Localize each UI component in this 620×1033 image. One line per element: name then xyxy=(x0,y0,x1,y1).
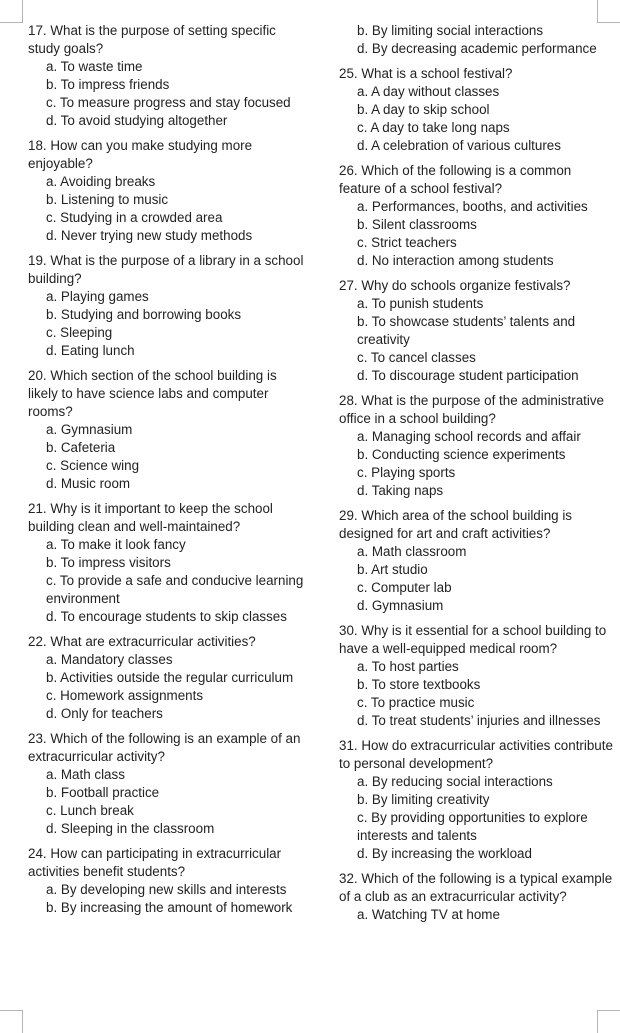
question-block xyxy=(28,252,310,360)
answer-option: d. Gymnasium xyxy=(357,598,444,613)
question-text: How can you make studying more enjoyable? xyxy=(28,138,253,171)
question-stem xyxy=(28,137,310,173)
question-number: 30. xyxy=(339,623,358,638)
question-number: 25. xyxy=(339,66,358,81)
answer-option: d. To treat students’ injuries and illnesses xyxy=(357,713,601,728)
question-block xyxy=(339,392,614,500)
question-number: 28. xyxy=(339,393,358,408)
answer-option: d. By decreasing academic performance xyxy=(357,41,597,56)
question-stem xyxy=(28,252,310,288)
answer-option: d. Sleeping in the classroom xyxy=(46,821,215,836)
question-number: 32. xyxy=(339,871,358,886)
question-number: 22. xyxy=(28,634,47,649)
answer-option: c. Strict teachers xyxy=(357,235,457,250)
answer-option: a. By developing new skills and interests xyxy=(46,882,287,897)
question-stem xyxy=(28,22,310,58)
question-text: Why do schools organize festivals? xyxy=(361,278,571,293)
answer-option: c. By providing opportunities to explore interests and talents xyxy=(357,810,588,843)
answer-option: b. Conducting science experiments xyxy=(357,447,566,462)
question-stem xyxy=(339,162,614,198)
question-stem xyxy=(339,65,614,83)
answer-option: a. To host parties xyxy=(357,659,459,674)
answer-option: b. Art studio xyxy=(357,562,428,577)
answer-option: b. To impress visitors xyxy=(46,555,171,570)
question-text: How do extracurricular activities contribute to personal development? xyxy=(339,738,613,771)
crop-mark-top-left xyxy=(0,0,23,23)
answer-option: b. A day to skip school xyxy=(357,102,490,117)
answer-option: c. Playing sports xyxy=(357,465,456,480)
answer-option: c. Homework assignments xyxy=(46,688,204,703)
answer-option: c. Sleeping xyxy=(46,325,113,340)
answer-option: a. Math class xyxy=(46,767,125,782)
answer-option: c. Studying in a crowded area xyxy=(46,210,223,225)
right-column xyxy=(339,22,614,924)
answer-option: d. Music room xyxy=(46,476,131,491)
question-number: 27. xyxy=(339,278,358,293)
question-number: 29. xyxy=(339,508,358,523)
question-block xyxy=(339,507,614,615)
answer-option: a. To make it look fancy xyxy=(46,537,186,552)
answer-option: a. Gymnasium xyxy=(46,422,133,437)
question-stem xyxy=(339,392,614,428)
question-number: 18. xyxy=(28,138,47,153)
question-stem xyxy=(28,730,310,766)
question-stem xyxy=(28,845,310,881)
question-block xyxy=(339,277,614,385)
answer-option: a. Mandatory classes xyxy=(46,652,173,667)
question-number: 26. xyxy=(339,163,358,178)
answer-option: a. To waste time xyxy=(46,59,143,74)
answer-option: b. By increasing the amount of homework xyxy=(46,900,293,915)
question-block xyxy=(28,500,310,626)
answer-option: d. Taking naps xyxy=(357,483,444,498)
question-block xyxy=(339,870,614,924)
question-number: 21. xyxy=(28,501,47,516)
question-text: Which area of the school building is designed for art and craft activities? xyxy=(339,508,573,541)
answer-option: c. Science wing xyxy=(46,458,140,473)
answer-option: b. To showcase students’ talents and creativity xyxy=(357,314,576,347)
question-block xyxy=(28,137,310,245)
answer-option: c. A day to take long naps xyxy=(357,120,510,135)
crop-mark-bottom-right xyxy=(597,1010,620,1033)
question-block xyxy=(339,162,614,270)
crop-mark-bottom-left xyxy=(0,1010,23,1033)
answer-option: d. To discourage student participation xyxy=(357,368,579,383)
left-column xyxy=(28,22,310,917)
answer-option: a. Managing school records and affair xyxy=(357,429,581,444)
answer-option: d. No interaction among students xyxy=(357,253,554,268)
question-text: Why is it essential for a school building to have a well-equipped medical room? xyxy=(339,623,607,656)
question-block xyxy=(339,22,614,58)
question-stem xyxy=(339,507,614,543)
question-text: Which of the following is an example of an extracurricular activity? xyxy=(28,731,301,764)
question-text: Which of the following is a typical example of a club as an extracurricular activity? xyxy=(339,871,613,904)
answer-option: c. To provide a safe and conducive learning environment xyxy=(46,573,304,606)
question-block xyxy=(28,22,310,130)
question-text: What is the purpose of a library in a school building? xyxy=(28,253,304,286)
answer-option: a. Avoiding breaks xyxy=(46,174,156,189)
answer-option: d. By increasing the workload xyxy=(357,846,532,861)
question-block xyxy=(28,845,310,917)
question-text: What are extracurricular activities? xyxy=(50,634,256,649)
question-number: 20. xyxy=(28,368,47,383)
question-text: What is the purpose of the administrative office in a school building? xyxy=(339,393,604,426)
question-stem xyxy=(28,633,310,651)
question-text: How can participating in extracurricular activities benefit students? xyxy=(28,846,282,879)
answer-option: a. Performances, booths, and activities xyxy=(357,199,588,214)
question-text: Which of the following is a common feature of a school festival? xyxy=(339,163,572,196)
question-text: Why is it important to keep the school building clean and well-maintained? xyxy=(28,501,273,534)
answer-option: d. Eating lunch xyxy=(46,343,135,358)
answer-option: d. Only for teachers xyxy=(46,706,163,721)
answer-option: a. By reducing social interactions xyxy=(357,774,553,789)
question-number: 24. xyxy=(28,846,47,861)
question-stem xyxy=(339,737,614,773)
question-number: 23. xyxy=(28,731,47,746)
question-block xyxy=(28,633,310,723)
answer-option: b. Football practice xyxy=(46,785,160,800)
answer-option: a. Math classroom xyxy=(357,544,467,559)
question-stem xyxy=(28,367,310,421)
answer-option: b. Cafeteria xyxy=(46,440,116,455)
question-stem xyxy=(28,500,310,536)
answer-option: b. By limiting creativity xyxy=(357,792,490,807)
question-number: 17. xyxy=(28,23,47,38)
question-block xyxy=(28,367,310,493)
question-text: What is a school festival? xyxy=(361,66,513,81)
answer-option: c. To practice music xyxy=(357,695,475,710)
answer-option: a. A day without classes xyxy=(357,84,500,99)
answer-option: d. To avoid studying altogether xyxy=(46,113,228,128)
question-block xyxy=(339,622,614,730)
answer-option: b. By limiting social interactions xyxy=(357,23,544,38)
answer-option: d. To encourage students to skip classes xyxy=(46,609,287,624)
question-block xyxy=(339,737,614,863)
answer-option: c. To measure progress and stay focused xyxy=(46,95,291,110)
crop-mark-top-right xyxy=(597,0,620,23)
question-stem xyxy=(339,277,614,295)
question-stem xyxy=(339,870,614,906)
answer-option: c. To cancel classes xyxy=(357,350,476,365)
question-text: Which section of the school building is likely to have science labs and computer rooms? xyxy=(28,368,277,419)
answer-option: a. Watching TV at home xyxy=(357,907,500,922)
question-text: What is the purpose of setting specific study goals? xyxy=(28,23,276,56)
answer-option: d. Never trying new study methods xyxy=(46,228,253,243)
answer-option: b. Listening to music xyxy=(46,192,169,207)
question-block xyxy=(28,730,310,838)
answer-option: b. Studying and borrowing books xyxy=(46,307,242,322)
answer-option: b. Silent classrooms xyxy=(357,217,477,232)
question-number: 31. xyxy=(339,738,358,753)
answer-option: b. To impress friends xyxy=(46,77,170,92)
answer-option: b. Activities outside the regular curriculum xyxy=(46,670,294,685)
question-number: 19. xyxy=(28,253,47,268)
question-stem xyxy=(339,622,614,658)
question-block xyxy=(339,65,614,155)
answer-option: c. Lunch break xyxy=(46,803,134,818)
answer-option: a. To punish students xyxy=(357,296,484,311)
answer-option: a. Playing games xyxy=(46,289,149,304)
answer-option: c. Computer lab xyxy=(357,580,452,595)
answer-option: b. To store textbooks xyxy=(357,677,481,692)
answer-option: d. A celebration of various cultures xyxy=(357,138,561,153)
